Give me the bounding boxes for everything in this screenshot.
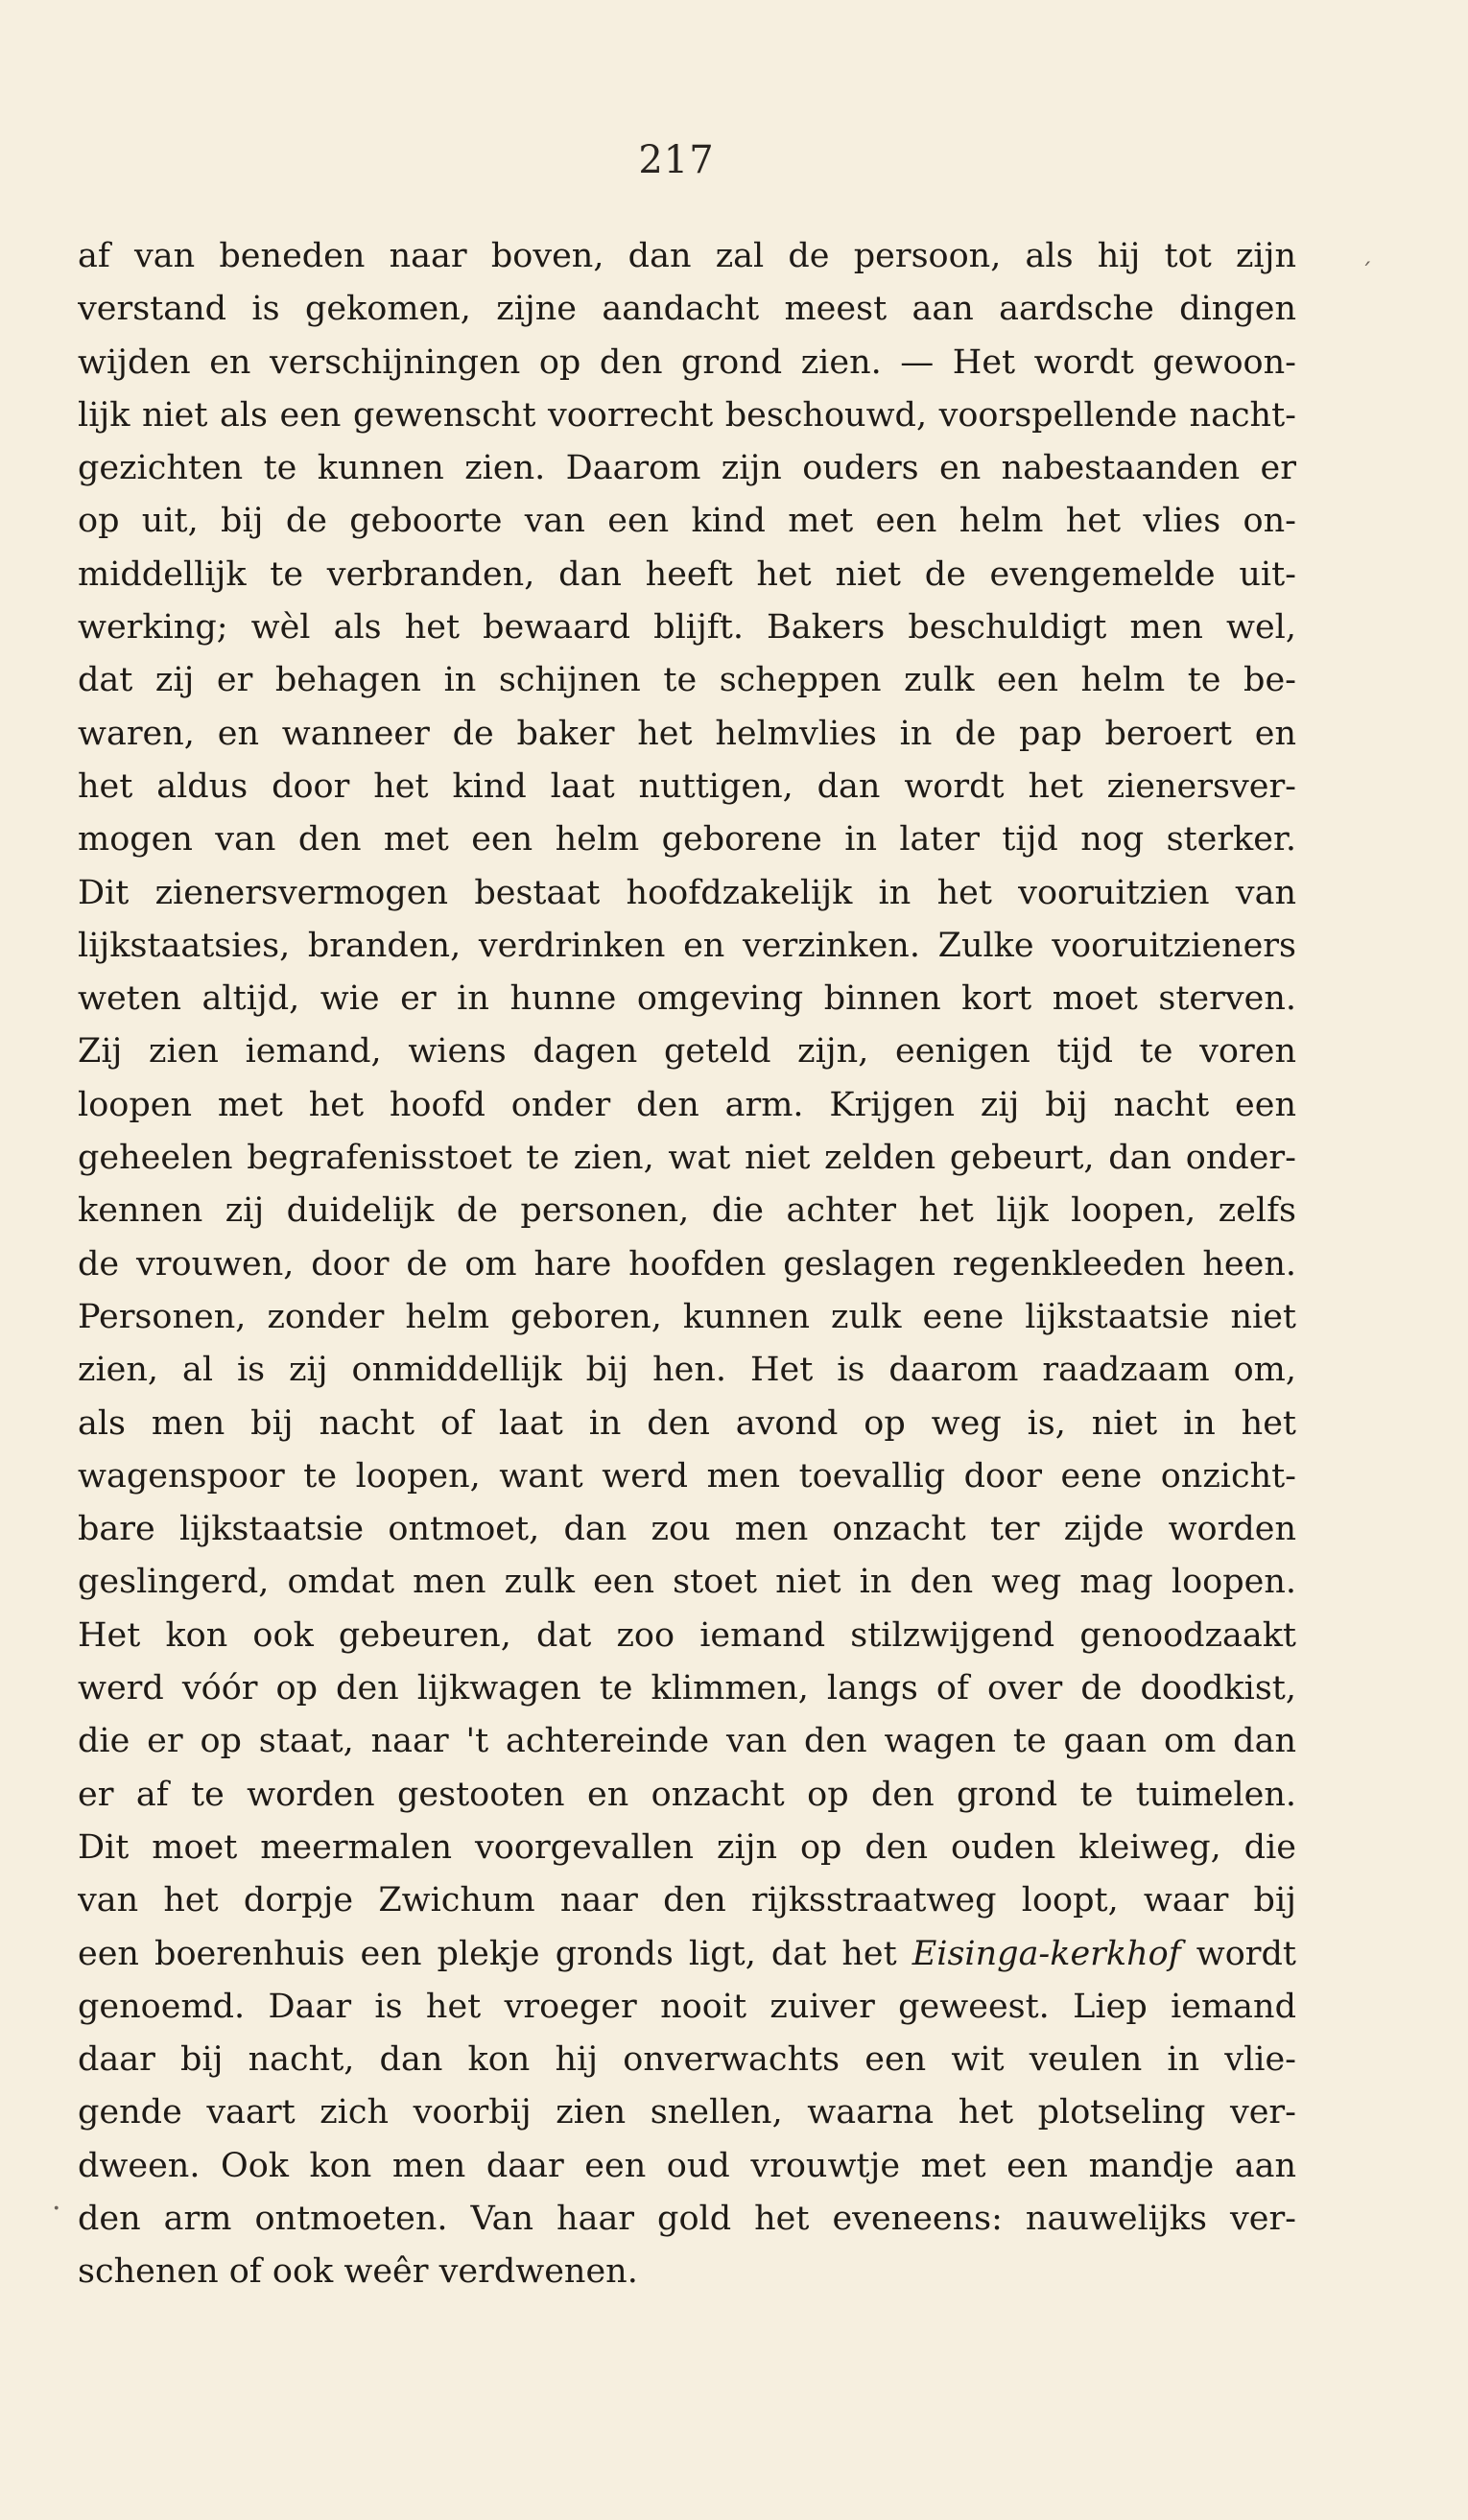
- text-line: werking; wèl als het bewaard blijft. Bakers beschuldigt men wel,: [78, 608, 1296, 648]
- text-line: weten altijd, wie er in hunne omgeving binnen kort moet sterven.: [78, 979, 1296, 1019]
- margin-mark: ´: [1361, 259, 1372, 286]
- text-line: zien, al is zij onmiddellijk bij hen. Het is daarom raadzaam om,: [78, 1351, 1296, 1390]
- text-line: op uit, bij de geboorte van een kind met een helm het vlies on-: [78, 502, 1296, 541]
- text-line: Personen, zonder helm geboren, kunnen zulk eene lijkstaatsie niet: [78, 1297, 1296, 1336]
- text-line: het aldus door het kind laat nuttigen, dan wordt het zienersver-: [78, 766, 1296, 806]
- text-line: geheelen begrafenisstoet te zien, wat niet zelden gebeurt, dan onder-: [78, 1139, 1296, 1178]
- text-line: de vrouwen, door de om hare hoofden geslagen regenkleeden heen.: [78, 1244, 1296, 1284]
- text-line: Zij zien iemand, wiens dagen geteld zijn, eenigen tijd te voren: [78, 1032, 1296, 1072]
- text-line: wagenspoor te loopen, want werd men toevallig door eene onzicht-: [78, 1456, 1296, 1496]
- text-line: lijk niet als een gewenscht voorrecht beschouwd, voorspellende nacht-: [78, 395, 1296, 435]
- text-line: loopen met het hoofd onder den arm. Krijgen zij bij nacht een: [78, 1085, 1296, 1124]
- text-line: er af te worden gestooten en onzacht op den grond te tuimelen.: [78, 1775, 1296, 1814]
- text-line: middellijk te verbranden, dan heeft het niet de evengemelde uit-: [78, 554, 1296, 594]
- text-line: af van beneden naar boven, dan zal de persoon, als hij tot zijn: [78, 237, 1296, 275]
- text-line: gezichten te kunnen zien. Daarom zijn ouders en nabestaanden er: [78, 449, 1296, 488]
- text-line: Het kon ook gebeuren, dat zoo iemand stilzwijgend genoodzaakt: [78, 1615, 1296, 1655]
- text-line: wijden en verschijningen op den grond zien. — Het wordt gewoon-: [78, 342, 1296, 382]
- text-line: gende vaart zich voorbij zien snellen, waarna het plotseling ver-: [78, 2093, 1296, 2132]
- margin-mark: ·: [52, 2192, 61, 2226]
- text-line: verstand is gekomen, zijne aandacht meest aan aardsche dingen: [78, 290, 1296, 329]
- line-segment: wordt: [1180, 1934, 1296, 1973]
- line-segment: een boerenhuis een plekje gronds ligt, dat het: [78, 1934, 912, 1973]
- text-line: dat zij er behagen in schijnen te scheppen zulk een helm te be-: [78, 661, 1296, 700]
- text-line: kennen zij duidelijk de personen, die achter het lijk loopen, zelfs: [78, 1191, 1296, 1231]
- text-line: dween. Ook kon men daar een oud vrouwtje met een mandje aan: [78, 2146, 1296, 2185]
- text-line: genoemd. Daar is het vroeger nooit zuiver geweest. Liep iemand: [78, 1987, 1296, 2026]
- text-line: schenen of ook weêr verdwenen.: [78, 2252, 638, 2292]
- body-text: [78, 230, 1296, 2299]
- text-line: lijkstaatsies, branden, verdrinken en verzinken. Zulke vooruitzieners: [78, 926, 1296, 965]
- text-line: bare lijkstaatsie ontmoet, dan zou men onzacht ter zijde worden: [78, 1510, 1296, 1549]
- text-line: waren, en wanneer de baker het helmvlies in de pap beroert en: [78, 714, 1296, 753]
- text-line: als men bij nacht of laat in den avond op weg is, niet in het: [78, 1403, 1296, 1443]
- text-line: daar bij nacht, dan kon hij onverwachts een wit veulen in vlie-: [78, 2040, 1296, 2080]
- place-name-italic: Eisinga-kerkhof: [912, 1934, 1181, 1973]
- text-line: die er op staat, naar 't achtereinde van den wagen te gaan om dan: [78, 1722, 1296, 1761]
- text-line: geslingerd, omdat men zulk een stoet niet in den weg mag loopen.: [78, 1563, 1296, 1602]
- text-line: van het dorpje Zwichum naar den rijksstraatweg loopt, waar bij: [78, 1881, 1296, 1920]
- text-line: Dit zienersvermogen bestaat hoofdzakelijk in het vooruitzien van: [78, 873, 1296, 912]
- text-line: Dit moet meermalen voorgevallen zijn op den ouden kleiweg, die: [78, 1827, 1296, 1867]
- text-line: [78, 1928, 1296, 1981]
- text-line: werd vóór op den lijkwagen te klimmen, langs of over de doodkist,: [78, 1669, 1296, 1708]
- text-line: mogen van den met een helm geborene in later tijd nog sterker.: [78, 820, 1296, 860]
- page-number: 217: [638, 138, 715, 182]
- text-line: den arm ontmoeten. Van haar gold het eveneens: nauwelijks ver-: [78, 2199, 1296, 2238]
